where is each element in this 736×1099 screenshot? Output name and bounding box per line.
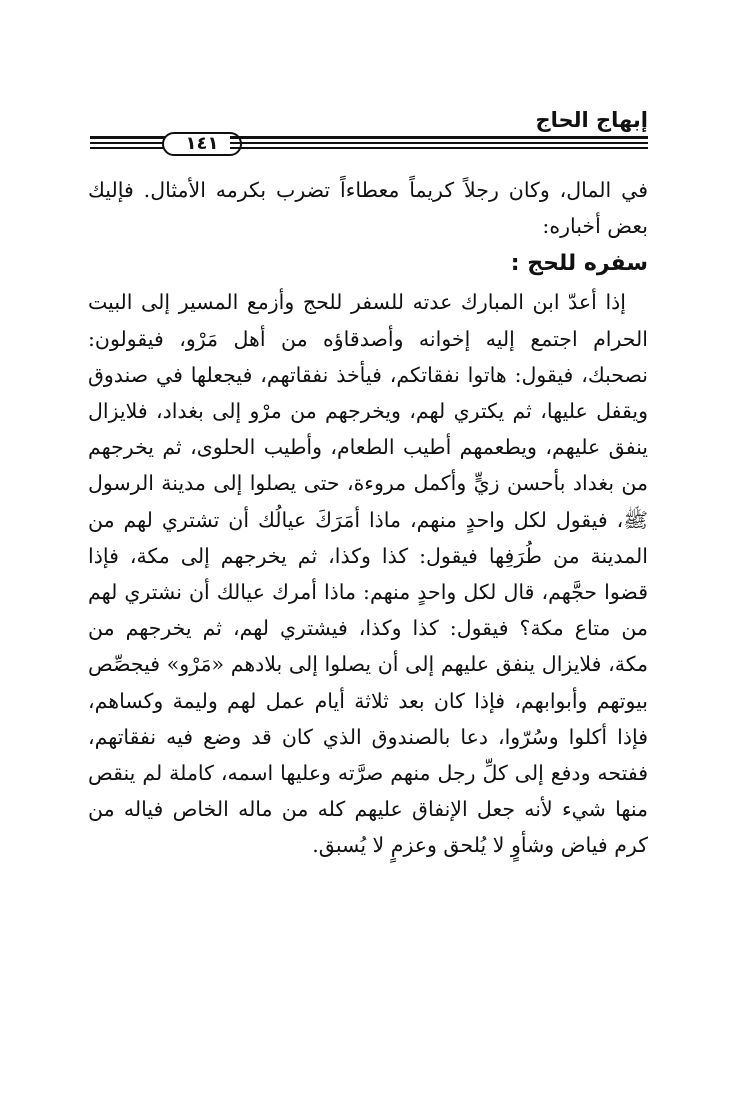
header-rule-left xyxy=(90,136,170,150)
header-rule xyxy=(90,132,648,158)
main-paragraph: إذا أعدّ ابن المبارك عدته للسفر للحج وأزمع المسير إلى البيت الحرام اجتمع إليه إخوانه وأصدقاؤه من أهل مَرْو، فيقولون: نصحبك، فيقول: هاتوا نفقاتكم، فيأخذ نفقاتهم، فيجعلها في صندوق ويقفل عليها، ثم يكتري لهم، ويخرجهم من مرْو إلى بغداد، فلايزال ينفق عليهم، ويطعمهم أطيب الطعام، وأطيب الحلوى، ثم يخرجهم من بغداد بأحسن زيٍّ وأكمل مروءة، حتى يصلوا إلى مدينة الرسول ﷺ، فيقول لكل واحدٍ منهم، ماذا أمَرَكَ عيالُك أن تشتري لهم من المدينة من طُرَفِها فيقول: كذا وكذا، ثم يخرجهم إلى مكة، فإذا قضوا حجَّهم، قال لكل واحدٍ منهم: ماذا أمرك عيالك أن نشتري لهم من متاع مكة؟ فيقول: كذا وكذا، فيشتري لهم، ثم يخرجهم من مكة، فلايزال ينفق عليهم إلى أن يصلوا إلى بلادهم «مَرْو» فيجصِّص بيوتهم وأبوابهم، فإذا كان بعد ثلاثة أيام عمل لهم وليمة وكساهم، فإذا أكلوا وسُرّوا، دعا بالصندوق الذي كان قد وضع فيه نفقاتهم، ففتحه ودفع إلى كلِّ رجل منهم صرَّته وعليها اسمه، كاملة لم ينقص منها شيء لأنه جعل الإنفاق عليهم كله من ماله الخاص فياله من كرم فياض وشأوٍ لا يُلحق وعزمٍ لا يُسبق. xyxy=(88,290,648,858)
page-body xyxy=(88,172,648,864)
running-title: إبهاج الحاج xyxy=(535,108,648,132)
section-heading: سفره للحج : xyxy=(510,251,648,277)
header-rule-right xyxy=(230,136,648,150)
intro-paragraph: في المال، وكان رجلاً كريماً معطاءاً تضرب بكرمه الأمثال. فإليك بعض أخباره: xyxy=(88,178,648,239)
page-number: ١٤١ xyxy=(162,132,242,156)
